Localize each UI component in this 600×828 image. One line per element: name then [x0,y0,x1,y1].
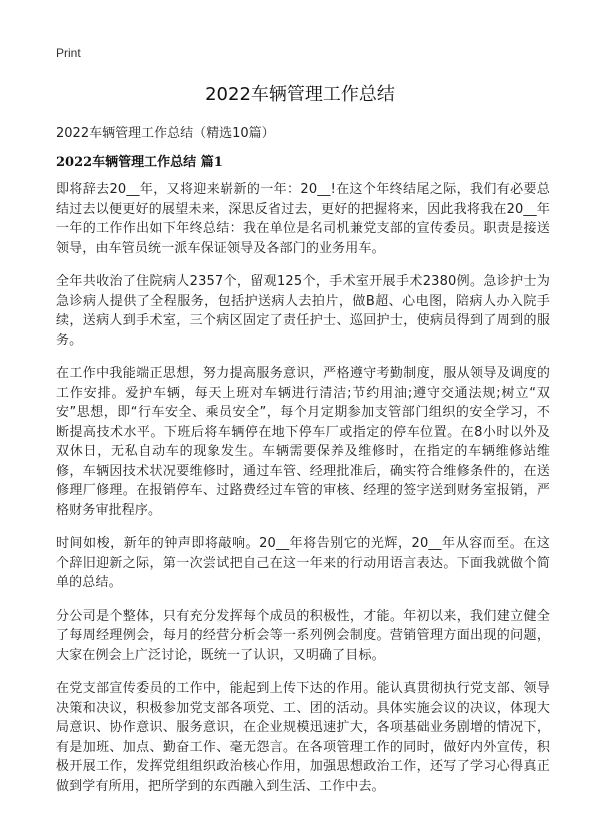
paragraph: 全年共收治了住院病人2357个，留观125个，手术室开展手术2380例。急诊护士为急诊病人提供了全程服务，包括护送病人去拍片，做B超、心电图，陪病人办入院手续，送病人到手术室，三个病区固定了责任护士、巡回护士，使病员得到了周到的服务。 [56,274,550,348]
document-subtitle: 2022车辆管理工作总结（精选10篇） [56,126,275,141]
paragraph: 时间如梭，新年的钟声即将敲响。20__年将告别它的光辉，20__年从容而至。在这个辞旧迎新之际，第一次尝试把自己在这一年来的行动用语言表达。下面我就做个简单的总结。 [56,536,550,590]
document-body [56,180,550,810]
paragraph: 在党支部宣传委员的工作中，能起到上传下达的作用。能认真贯彻执行党支部、领导决策和决议，积极参加党支部各项党、工、团的活动。具体实施会议的决议，体现大局意识、协作意识、服务意识，在企业规模迅速扩大，各项基础业务剧增的情况下，有是加班、加点、勤奋工作、毫无怨言。在各项管理工作的同时，做好内外宣传，积极开展工作，发挥党组组织政治核心作用，加强思想政治工作，还写了学习心得真正做到学有所用，把所学到的东西融入到生活、工作中去。 [56,681,550,794]
section-heading: 2022车辆管理工作总结 篇1 [56,155,223,170]
paragraph: 即将辞去20__年，又将迎来崭新的一年：20__!在这个年终结尾之际，我们有必要总结过去以便更好的展望未来，深思反省过去，更好的把握将来，因此我将我在20__年一年的工作作出如下年终总结：我在单位是名司机兼党支部的宣传委员。职责是接送领导，由车管员统一派车保证领导及各部门的业务用车。 [56,182,550,256]
document-title: 2022车辆管理工作总结 [205,84,395,105]
paragraph: 分公司是个整体，只有充分发挥每个成员的积极性，才能。年初以来，我们建立健全了每周经理例会，每月的经营分析会等一系列例会制度。营销管理方面出现的问题，大家在例会上广泛讨论，既统一了认识，又明确了目标。 [56,608,550,663]
paragraph: 在工作中我能端正思想，努力提高服务意识，严格遵守考勤制度，服从领导及调度的工作安排。爱护车辆，每天上班对车辆进行清洁;节约用油;遵守交通法规;树立“双安”思想，即“行车安全、乘员安全”，每个月定期参加支管部门组织的安全学习，不断提高技术水平。下班后将车辆停在地下停车厂或指定的停车位置。在8小时以外及双休日，无私自动车的现象发生。车辆需要保养及维修时，在指定的车辆维修站维修，车辆因技术状况要维修时，通过车管、经理批准后，确实符合维修条件的，在送修理厂修理。在报销停车、过路费经过车管的审核、经理的签字送到财务室报销，严格财务审批程序。 [56,366,550,518]
print-link[interactable]: Print [56,46,81,60]
